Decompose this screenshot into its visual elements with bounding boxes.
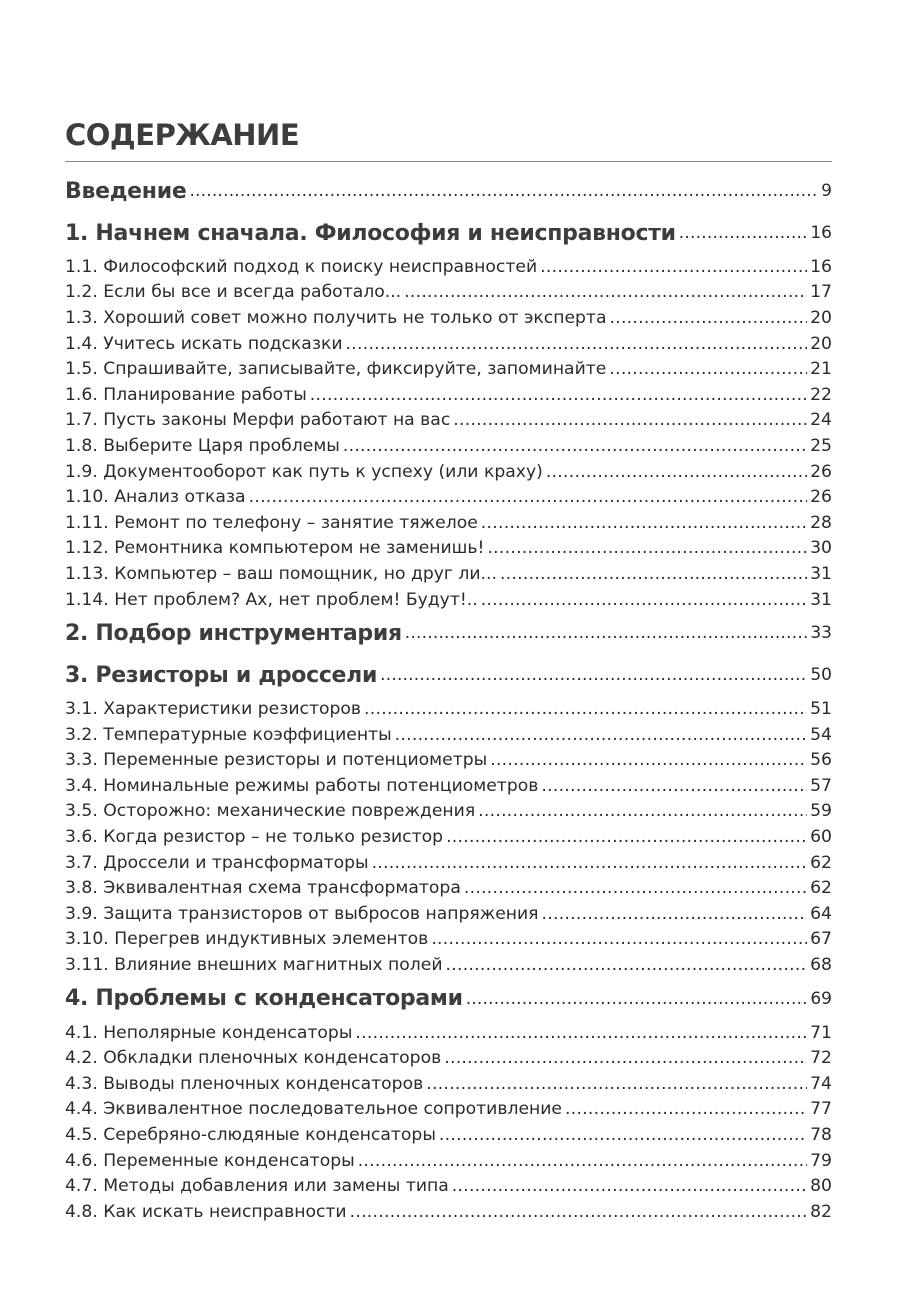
toc-page-number: 20: [810, 307, 832, 328]
toc-page-number: 68: [810, 955, 832, 976]
toc-section[interactable]: [65, 799, 832, 825]
toc-page-number: 80: [810, 1176, 832, 1197]
toc-section[interactable]: [65, 280, 832, 306]
toc-section[interactable]: [65, 484, 832, 510]
toc-section[interactable]: [65, 824, 832, 850]
toc-page-number: 69: [810, 988, 832, 1009]
dot-leader: [364, 699, 807, 719]
dot-leader: [405, 623, 808, 643]
toc-page-number: 67: [810, 929, 832, 950]
toc-page-number: 22: [810, 384, 832, 405]
page-title: СОДЕРЖАНИЕ: [65, 118, 300, 152]
toc-section[interactable]: [65, 696, 832, 722]
toc-section[interactable]: [65, 1045, 832, 1071]
toc-section[interactable]: [65, 901, 832, 927]
dot-leader: [358, 1151, 807, 1171]
toc-section-title: 1.8. Выберите Царя проблемы: [65, 435, 340, 456]
toc-section-title: 3.5. Осторожно: механические повреждения: [65, 801, 476, 822]
toc-section[interactable]: [65, 587, 832, 613]
dot-leader: [546, 462, 807, 482]
dot-leader: [395, 725, 807, 745]
toc-section-title: 1.7. Пусть законы Мерфи работают на вас: [65, 410, 451, 431]
toc-chapter-3-sections: [65, 696, 832, 978]
toc-section-title: 3.10. Перегрев индуктивных элементов: [65, 929, 429, 950]
toc-chapter-1-sections: [65, 254, 832, 612]
toc-chapter-3[interactable]: [65, 654, 832, 696]
toc-page-number: 59: [810, 801, 832, 822]
toc-section-title: 4.2. Обкладки пленочных конденсаторов: [65, 1048, 442, 1069]
toc-section[interactable]: [65, 536, 832, 562]
dot-leader: [431, 929, 807, 949]
toc-page-number: 62: [810, 852, 832, 873]
toc-page-number: 26: [810, 461, 832, 482]
toc-section-title: 3.6. Когда резистор – не только резистор: [65, 827, 444, 848]
toc-section[interactable]: [65, 722, 832, 748]
toc-section[interactable]: [65, 510, 832, 536]
toc-page-number: 79: [810, 1150, 832, 1171]
toc-page-number: 20: [810, 333, 832, 354]
toc-section-title: 4.7. Методы добавления или замены типа: [65, 1176, 449, 1197]
dot-leader: [679, 223, 808, 243]
dot-leader: [481, 513, 807, 533]
title-divider: [65, 161, 832, 162]
toc-section-title: 4.8. Как искать неисправности: [65, 1201, 347, 1222]
toc-page-number: 31: [810, 563, 832, 584]
toc-page-number: 21: [810, 359, 832, 380]
toc-page-number: 51: [810, 699, 832, 720]
toc-section-title: 3.9. Защита транзисторов от выбросов напряжения: [65, 903, 539, 924]
toc-entry-intro[interactable]: [65, 170, 832, 212]
toc-page-number: 64: [810, 903, 832, 924]
toc-section-title: 4.1. Неполярные конденсаторы: [65, 1022, 353, 1043]
dot-leader: [355, 1023, 807, 1043]
toc-section[interactable]: [65, 331, 832, 357]
toc-section-title: 1.14. Нет проблем? Ах, нет проблем! Будут!..: [65, 589, 478, 610]
dot-leader: [426, 1074, 807, 1094]
dot-leader: [487, 538, 807, 558]
dot-leader: [609, 308, 807, 328]
toc-page-number: 56: [810, 750, 832, 771]
toc-section[interactable]: [65, 1148, 832, 1174]
dot-leader: [541, 776, 807, 796]
dot-leader: [372, 853, 808, 873]
toc-section[interactable]: [65, 748, 832, 774]
toc-page-number: 50: [810, 665, 832, 686]
toc-page-number: 62: [810, 878, 832, 899]
dot-leader: [542, 904, 808, 924]
toc-section[interactable]: [65, 952, 832, 978]
dot-leader: [439, 1125, 807, 1145]
toc-page-number: 60: [810, 827, 832, 848]
toc-section-title: 1.5. Спрашивайте, записывайте, фиксируйте, запоминайте: [65, 359, 607, 380]
toc-section-title: 4.3. Выводы пленочных конденсаторов: [65, 1073, 424, 1094]
dot-leader: [464, 878, 807, 898]
toc-section-title: 1.4. Учитесь искать подсказки: [65, 333, 343, 354]
dot-leader: [565, 1099, 807, 1119]
toc-section-title: 1.3. Хороший совет можно получить не только от эксперта: [65, 307, 607, 328]
toc-page-number: 30: [810, 538, 832, 559]
toc-chapter-1[interactable]: [65, 212, 832, 254]
dot-leader: [380, 665, 807, 685]
toc-section-title: 1.13. Компьютер – ваш помощник, но друг ли...: [65, 563, 497, 584]
table-of-contents: [65, 170, 832, 1225]
toc-section[interactable]: [65, 382, 832, 408]
toc-section-title: 4.4. Эквивалентное последовательное сопротивление: [65, 1099, 563, 1120]
toc-section[interactable]: [65, 850, 832, 876]
dot-leader: [446, 955, 808, 975]
dot-leader: [453, 410, 807, 430]
toc-section-title: 4.5. Серебряно-слюдяные конденсаторы: [65, 1125, 436, 1146]
toc-page-number: 74: [810, 1073, 832, 1094]
toc-section-title: 1.2. Если бы все и всегда работало...: [65, 282, 402, 303]
toc-page-number: 57: [810, 775, 832, 796]
toc-page-number: 82: [810, 1201, 832, 1222]
toc-section-title: 3.8. Эквивалентная схема трансформатора: [65, 878, 461, 899]
toc-chapter-4-sections: [65, 1020, 832, 1225]
toc-page-number: 72: [810, 1048, 832, 1069]
toc-page-number: 54: [810, 724, 832, 745]
toc-section[interactable]: [65, 1071, 832, 1097]
dot-leader: [343, 436, 807, 456]
toc-section[interactable]: [65, 433, 832, 459]
toc-page-number: 16: [810, 223, 832, 243]
toc-section[interactable]: [65, 1097, 832, 1123]
toc-page-number: 26: [810, 487, 832, 508]
toc-section[interactable]: [65, 1020, 832, 1046]
toc-section-title: 3.2. Температурные коэффициенты: [65, 724, 392, 745]
toc-section-title: 3.11. Влияние внешних магнитных полей: [65, 955, 443, 976]
toc-section[interactable]: [65, 408, 832, 434]
toc-section-title: 1.6. Планирование работы: [65, 384, 307, 405]
toc-chapter-2[interactable]: [65, 612, 832, 654]
dot-leader: [609, 359, 807, 379]
toc-section[interactable]: [65, 254, 832, 280]
toc-page-number: 31: [810, 589, 832, 610]
toc-section-title: 1.10. Анализ отказа: [65, 487, 246, 508]
toc-section[interactable]: [65, 927, 832, 953]
toc-page-number: 25: [810, 435, 832, 456]
dot-leader: [500, 564, 807, 584]
toc-chapter-title: 2. Подбор инструментария: [65, 620, 402, 646]
toc-section[interactable]: [65, 875, 832, 901]
toc-chapter-title: 3. Резисторы и дроссели: [65, 662, 378, 688]
toc-section-title: 1.12. Ремонтника компьютером не заменишь!: [65, 538, 485, 559]
toc-section-title: 3.7. Дроссели и трансформаторы: [65, 852, 369, 873]
toc-section-title: 4.6. Переменные конденсаторы: [65, 1150, 355, 1171]
toc-section[interactable]: [65, 773, 832, 799]
dot-leader: [249, 487, 808, 507]
toc-page-number: 16: [810, 256, 832, 277]
toc-section[interactable]: [65, 1173, 832, 1199]
toc-page-number: 24: [810, 410, 832, 431]
toc-page-number: 33: [810, 623, 832, 644]
dot-leader: [310, 385, 807, 405]
toc-section[interactable]: [65, 561, 832, 587]
toc-section[interactable]: [65, 356, 832, 382]
dot-leader: [350, 1202, 808, 1222]
toc-section[interactable]: [65, 305, 832, 331]
toc-page-number: 9: [821, 181, 832, 201]
toc-section[interactable]: [65, 1199, 832, 1225]
toc-page-number: 78: [810, 1125, 832, 1146]
dot-leader: [452, 1176, 807, 1196]
toc-section[interactable]: [65, 1122, 832, 1148]
toc-section-title: 1.1. Философский подход к поиску неисправностей: [65, 256, 538, 277]
dot-leader: [346, 334, 808, 354]
toc-section-title: 3.4. Номинальные режимы работы потенциометров: [65, 775, 539, 796]
toc-page-number: 28: [810, 512, 832, 533]
dot-leader: [446, 827, 807, 847]
toc-section-title: 3.1. Характеристики резисторов: [65, 699, 362, 720]
toc-entry-title: Введение: [65, 178, 187, 204]
toc-page-number: 71: [810, 1022, 832, 1043]
toc-section-title: 1.9. Документооборот как путь к успеху (или краху): [65, 461, 543, 482]
toc-section-title: 3.3. Переменные резисторы и потенциометры: [65, 750, 488, 771]
dot-leader: [404, 282, 807, 302]
dot-leader: [444, 1048, 807, 1068]
toc-section[interactable]: [65, 459, 832, 485]
toc-page-number: 17: [810, 282, 832, 303]
dot-leader: [189, 181, 818, 201]
toc-chapter-4[interactable]: [65, 978, 832, 1020]
dot-leader: [490, 750, 807, 770]
toc-chapter-title: 1. Начнем сначала. Философия и неисправности: [65, 220, 676, 246]
dot-leader: [466, 989, 808, 1009]
dot-leader: [478, 801, 807, 821]
toc-page-number: 77: [810, 1099, 832, 1120]
dot-leader: [481, 590, 807, 610]
dot-leader: [540, 257, 807, 277]
toc-section-title: 1.11. Ремонт по телефону – занятие тяжелое: [65, 512, 478, 533]
toc-chapter-title: 4. Проблемы с конденсаторами: [65, 986, 463, 1012]
